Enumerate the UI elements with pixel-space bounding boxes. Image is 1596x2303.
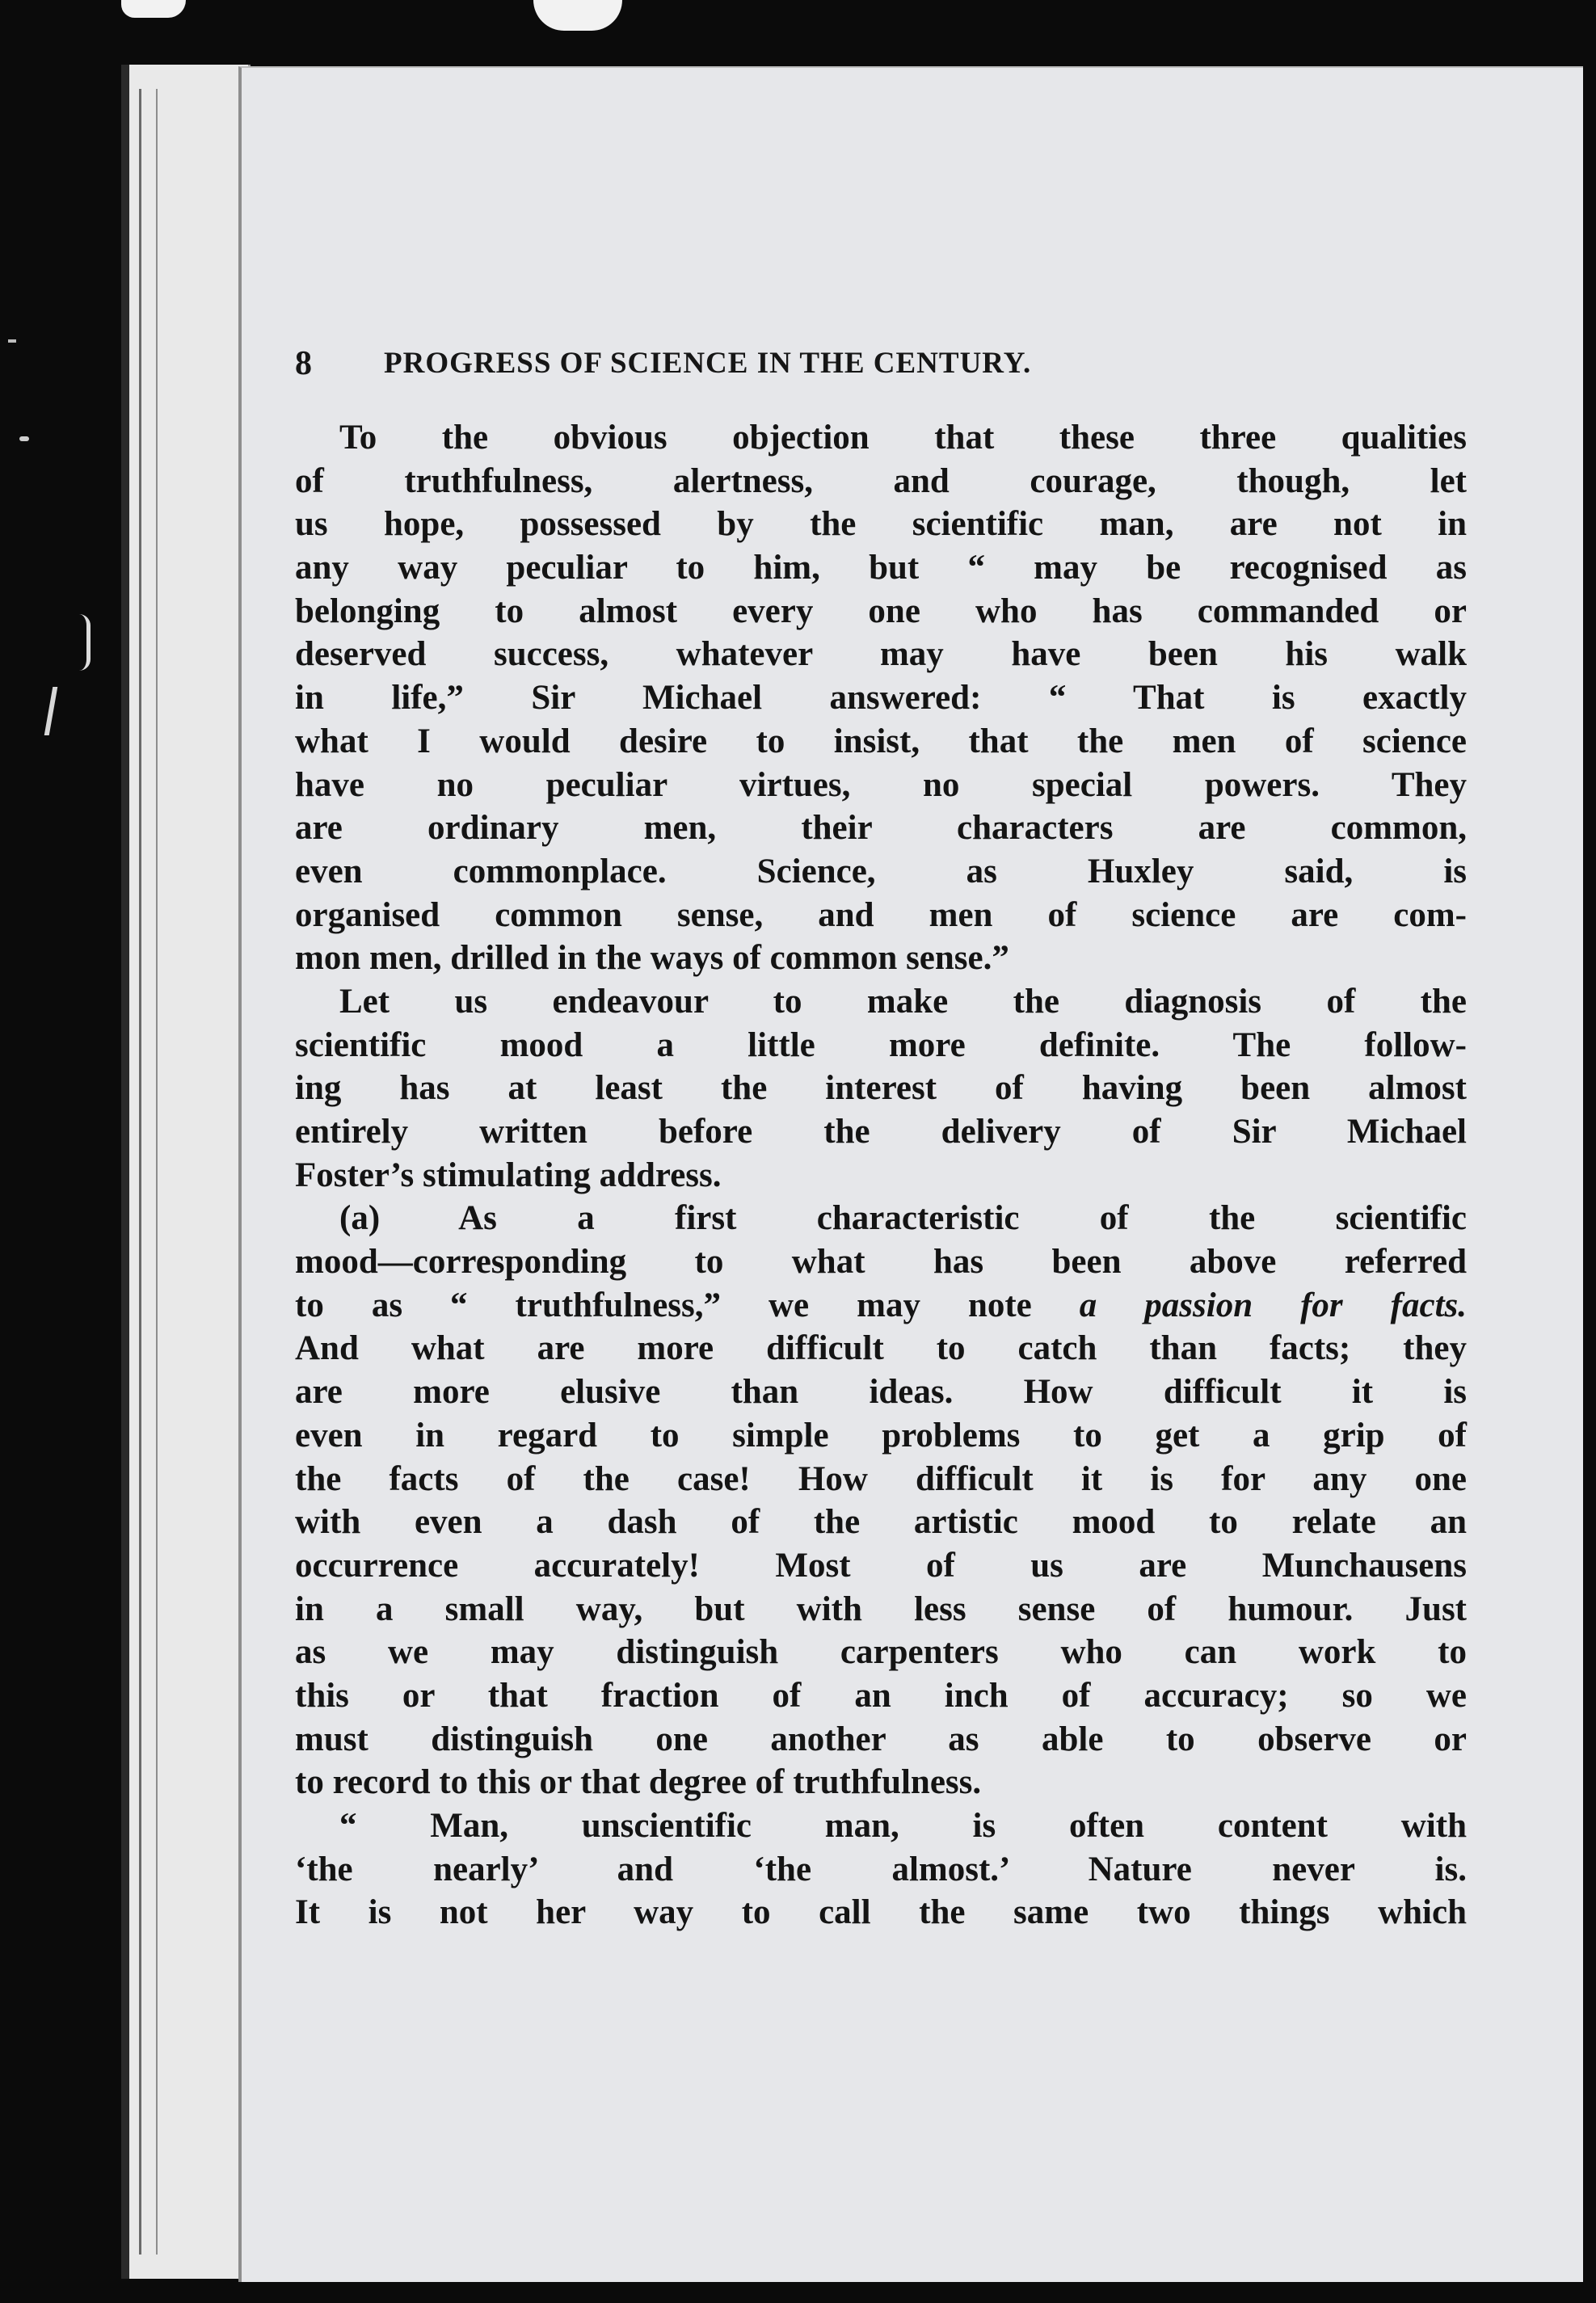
emphasis-text: a passion for facts. (1079, 1286, 1467, 1324)
text-line: in life,” Sir Michael answered: “ That is exactly (295, 679, 1467, 718)
text-line: us hope, possessed by the scientific man, are not in (295, 505, 1467, 544)
text-line: And what are more difficult to catch than facts; they (295, 1329, 1467, 1368)
text-line: scientific mood a little more definite. The follow- (295, 1025, 1467, 1064)
page-header (295, 339, 1467, 388)
text-line: entirely written before the delivery of Sir Michael (295, 1113, 1467, 1151)
text-line: are more elusive than ideas. How difficult it is (295, 1373, 1467, 1412)
text-line: even commonplace. Science, as Huxley said, is (295, 852, 1467, 890)
text-line: To the obvious objection that these three qualities (339, 419, 1467, 457)
text-line: what I would desire to insist, that the men of science (295, 722, 1467, 760)
text-line: Let us endeavour to make the diagnosis of the (339, 982, 1467, 1021)
text-line: occurrence accurately! Most of us are Munchausens (295, 1546, 1467, 1585)
text-line (295, 1284, 1467, 1328)
text-line: the facts of the case! How difficult it is for any one (295, 1459, 1467, 1498)
text-line: mood—corresponding to what has been above referred (295, 1243, 1467, 1282)
text-line: must distinguish one another as able to observe or (295, 1720, 1467, 1758)
text-line: in a small way, but with less sense of humour. Just (295, 1589, 1467, 1628)
text-line: organised common sense, and men of science are com- (295, 895, 1467, 934)
text-line: It is not her way to call the same two things which (295, 1893, 1467, 1932)
paragraph-3 (295, 1197, 1467, 1804)
text-line: mon men, drilled in the ways of common sense.” (295, 939, 1009, 978)
text-line: Foster’s stimulating address. (295, 1156, 722, 1194)
binding-rule-lines (139, 89, 158, 2255)
text-line: ing has at least the interest of having been almost (295, 1069, 1467, 1108)
scan-artifact (79, 614, 91, 671)
text-line: are ordinary men, their characters are common, (295, 809, 1467, 848)
scan-artifact (8, 339, 16, 343)
scan-artifact (121, 0, 186, 18)
running-title: PROGRESS OF SCIENCE IN THE CENTURY. (384, 347, 1032, 380)
text-line: deserved success, whatever may have been his walk (295, 635, 1467, 674)
text-line: have no peculiar virtues, no special powers. They (295, 765, 1467, 804)
page-number: 8 (295, 345, 312, 382)
text-line: “ Man, unscientific man, is often content with (339, 1807, 1467, 1845)
text-line: of truthfulness, alertness, and courage, though, let (295, 461, 1467, 500)
paragraph-1 (295, 416, 1467, 980)
text-line: with even a dash of the artistic mood to relate an (295, 1503, 1467, 1542)
paragraph-2 (295, 980, 1467, 1197)
scan-artifact (19, 436, 29, 441)
text-line: even in regard to simple problems to get a grip of (295, 1416, 1467, 1455)
text-line: belonging to almost every one who has commanded or (295, 592, 1467, 630)
text-line: any way peculiar to him, but “ may be recognised as (295, 549, 1467, 587)
text-line: this or that fraction of an inch of accuracy; so we (295, 1676, 1467, 1715)
body-text (295, 416, 1467, 2032)
scan-artifact (533, 0, 622, 31)
text-line: as we may distinguish carpenters who can work to (295, 1633, 1467, 1672)
text-line: to record to this or that degree of truthfulness. (295, 1763, 982, 1802)
paragraph-4 (295, 1804, 1467, 1935)
text-line: (a) As a first characteristic of the scientific (339, 1199, 1467, 1238)
text-line: ‘the nearly’ and ‘the almost.’ Nature never is. (295, 1850, 1467, 1888)
text-run: to as “ truthfulness,” we may note (295, 1286, 1080, 1324)
scan-artifact (44, 687, 58, 735)
